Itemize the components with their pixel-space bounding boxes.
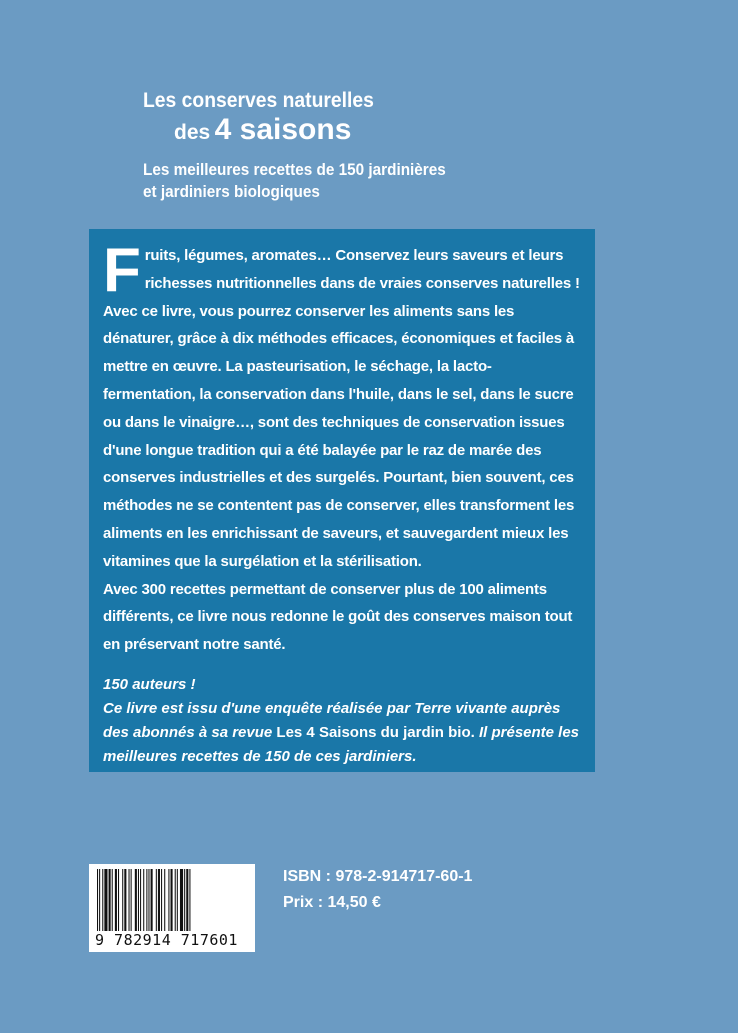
blurb-paragraph-1-text: ruits, légumes, aromates… Conservez leurs saveurs et leurs richesses nutritionnelles dans de vraies conserves naturelles !: [144, 247, 580, 292]
book-title-prefix: des: [174, 121, 211, 144]
barcode-bar: [189, 869, 190, 931]
barcode-bar: [124, 869, 126, 931]
barcode-bar: [171, 869, 173, 931]
journal-name: Les 4 Saisons du jardin bio.: [276, 723, 475, 741]
barcode-bar: [151, 869, 153, 931]
barcode-bar: [118, 869, 119, 931]
barcode-bar: [140, 869, 141, 931]
barcode-bar: [161, 869, 162, 931]
book-info: [283, 864, 472, 916]
note-heading: 150 auteurs !: [103, 675, 196, 693]
barcode-bar: [109, 869, 111, 931]
barcode-digits: 9 782914 717601: [95, 931, 238, 949]
barcode-bar: [180, 869, 183, 931]
blurb-paragraph-2: Avec ce livre, vous pourrez conserver les aliments sans les dénaturer, grâce à dix méthodes efficaces, économiques et faciles à mettre en œuvre. La pasteurisation, le séchage, la lacto-fermentation, la conservation dans l'huile, dans le sel, dans le sucre ou dans le vinaigre…, sont des techniques de conservation issues d'une longue tradition qui a été balayée par le raz de marée des conserves industrielles et des surgelés. Pourtant, bien souvent, ces méthodes ne se contentent pas de conserver, elles transforment les aliments en les enrichissant de saveurs, et sauvegardent mieux les vitamines que la surgélation et la stérilisation.: [103, 302, 575, 570]
barcode-bar: [158, 869, 160, 931]
barcode-bar: [177, 869, 178, 931]
barcode-bar: [156, 869, 157, 931]
barcode-bar: [115, 869, 117, 931]
book-title-line2: [174, 114, 663, 151]
isbn-text: ISBN : 978-2-914717-60-1: [283, 868, 473, 885]
drop-cap: F: [103, 236, 141, 305]
subtitle-line1: Les meilleures recettes de 150 jardinières: [143, 160, 446, 179]
authors-note: [103, 673, 581, 769]
barcode-bar: [131, 869, 132, 931]
note-text-before: Ce livre est issu d'une enquête réalisée par Terre vivante auprès des abonnés à sa revue: [103, 699, 561, 741]
barcode: [89, 864, 255, 952]
blurb-text: [103, 236, 581, 659]
barcode-bar: [146, 869, 147, 931]
price-text: Prix : 14,50 €: [283, 894, 381, 911]
title-block: [143, 88, 663, 203]
blurb-paragraph-3: Avec 300 recettes permettant de conserver plus de 100 aliments différents, ce livre nous redonne le goût des conserves maison tout en préservant notre santé.: [103, 580, 573, 654]
barcode-bar: [164, 869, 165, 931]
book-title-highlight: 4 saisons: [214, 113, 352, 146]
blurb-paragraph-1: [103, 236, 581, 305]
barcode-bar: [143, 869, 144, 931]
barcode-bar: [97, 869, 98, 931]
barcode-bar: [122, 869, 123, 931]
barcode-bar: [148, 869, 149, 931]
barcode-bar: [175, 869, 176, 931]
note-text-after: Il présente les meilleures recettes de 150 de ces jardiniers.: [103, 723, 580, 765]
barcode-bar: [99, 869, 100, 931]
subtitle-line2: et jardiniers biologiques: [143, 182, 320, 201]
barcode-bar: [138, 869, 139, 931]
book-title-line1: Les conserves naturelles: [143, 89, 374, 112]
note-body: [103, 697, 581, 769]
barcode-bar: [168, 869, 169, 931]
barcode-bar: [129, 869, 130, 931]
barcode-bar: [102, 869, 103, 931]
barcode-bar: [112, 869, 113, 931]
barcode-bars: [95, 869, 249, 931]
barcode-bar: [104, 869, 107, 931]
barcode-bar: [135, 869, 137, 931]
barcode-bar: [186, 869, 188, 931]
book-subtitle: [143, 159, 611, 203]
summary-panel: [89, 229, 595, 772]
barcode-bar: [184, 869, 185, 931]
